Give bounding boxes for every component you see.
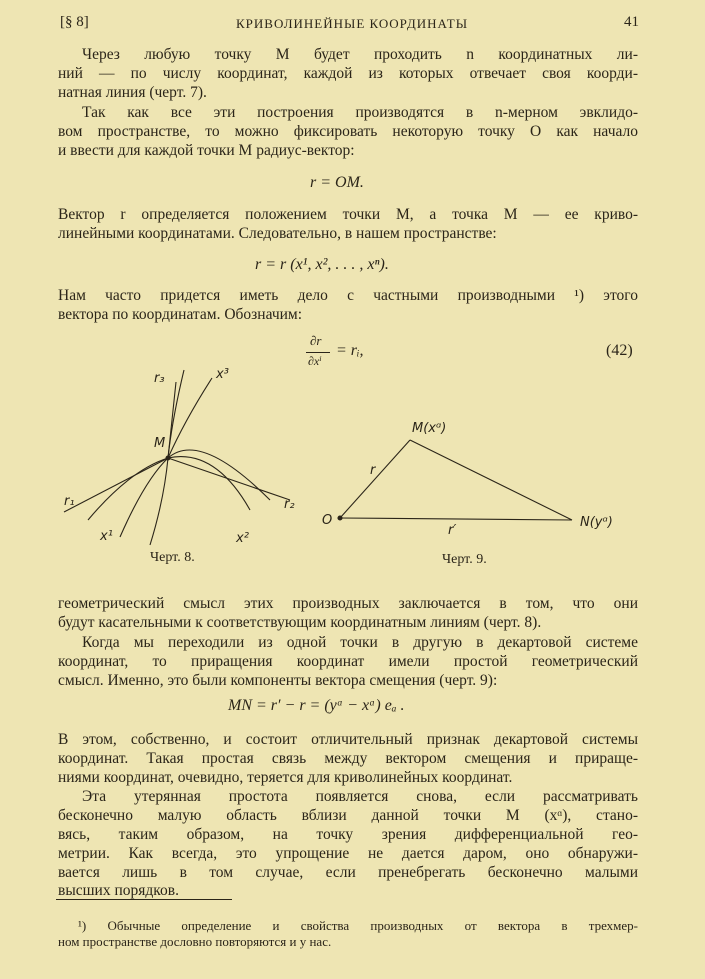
text-line: ний — по числу координат, каждой из которых отвечает своя коорди-: [58, 65, 638, 82]
page-number: 41: [624, 14, 639, 30]
coordinate-line-x1: [120, 450, 270, 537]
curve-line: [168, 378, 212, 458]
formula-displacement: MN = r′ − r = (yᵅ − xᵅ) eₐ .: [228, 697, 405, 714]
text-line: высших порядков.: [58, 882, 179, 899]
text-line: Когда мы переходили из одной точки в другую в декартовой системе: [82, 634, 638, 651]
label-r3: r₃: [154, 371, 165, 386]
footnote-line: ¹) Обычные определение и свойства производных от вектора в трехмер-: [78, 918, 638, 933]
text-line: координат. Такая простая связь между вектором смещения и прираще-: [58, 750, 638, 767]
label-n-y: N(yᵅ): [580, 515, 613, 530]
text-line: смысл. Именно, это были компоненты вектора смещения (черт. 9):: [58, 672, 498, 689]
running-title: КРИВОЛИНЕЙНЫЕ КООРДИНАТЫ: [236, 16, 469, 31]
text-line: вектора по координатам. Обозначим:: [58, 306, 303, 323]
label-o: O: [322, 513, 333, 528]
text-line: ниями координат, очевидно, теряется для криволинейных координат.: [58, 769, 513, 786]
vector-r1: [64, 458, 168, 512]
text-line: координат, то приращения координат имели простой геометрический: [58, 653, 638, 670]
label-x1: x¹: [100, 529, 113, 544]
formula-rhs: = rᵢ,: [336, 342, 364, 359]
label-m-x: M(xᵅ): [412, 421, 447, 436]
figure-9-caption: Черт. 9.: [442, 552, 487, 567]
text-line: бесконечно малую область вблизи данной точки M (xᵅ), стано-: [58, 807, 638, 824]
footnote-line: ном пространстве дословно повторяются и у нас.: [58, 934, 332, 949]
text-line: геометрический смысл этих производных заключается в том, что они: [58, 595, 638, 612]
figure-8-diagram: [64, 370, 290, 545]
label-m: M: [154, 436, 166, 451]
text-line: натная линия (черт. 7).: [58, 84, 207, 101]
formula-r-function: r = r (x¹, x², . . . , xⁿ).: [255, 256, 389, 273]
coordinate-line-x2: [88, 457, 250, 520]
formula-radius-vector: r = OM.: [310, 174, 364, 191]
figure-9-diagram: [338, 440, 572, 520]
text-line: Эта утерянная простота появляется снова, если рассматривать: [82, 788, 638, 805]
label-x3: x³: [216, 367, 229, 382]
vector-r3: [168, 382, 176, 458]
text-line: Вектор r определяется положением точки M, а точка M — ее криво-: [58, 206, 638, 223]
text-line: линейными координатами. Следовательно, в нашем пространстве:: [58, 225, 497, 242]
text-line: будут касательными к соответствующим координатным линиям (черт. 8).: [58, 614, 542, 631]
text-line: и ввести для каждой точки M радиус-вектор:: [58, 142, 355, 159]
text-line: Так как все эти построения производятся в n-мерном эвклидо-: [82, 104, 638, 121]
label-r1: r₁: [64, 494, 75, 509]
vector-r2: [168, 458, 290, 500]
vector-r-prime: [340, 518, 572, 520]
vector-r: [340, 440, 410, 518]
label-r: r: [370, 463, 376, 478]
label-x2: x²: [236, 531, 249, 546]
text-line: Через любую точку M будет проходить n координатных ли-: [82, 46, 638, 63]
label-r-prime: r′: [448, 523, 457, 538]
text-line: вом пространстве, то можно фиксировать некоторую точку O как начало: [58, 123, 638, 140]
label-r2: r₂: [284, 497, 295, 512]
fraction-numerator: ∂r: [310, 333, 322, 348]
fraction-denominator: ∂xⁱ: [308, 354, 322, 368]
vector-mn: [410, 440, 572, 520]
equation-number: (42): [606, 342, 633, 359]
section-number: [§ 8]: [60, 14, 89, 30]
text-line: вается лишь в том случае, если пренебрегать бесконечно малыми: [58, 864, 638, 881]
footnote-divider: [56, 899, 232, 900]
text-line: метрии. Как всегда, это упрощение не дается даром, оно обнаружи-: [58, 845, 638, 862]
text-line: В этом, собственно, и состоит отличительный признак декартовой системы: [58, 731, 638, 748]
text-line: Нам часто придется иметь дело с частными производными ¹) этого: [58, 287, 638, 304]
text-line: вясь, таким образом, на точку зрения дифференциальной гео-: [58, 826, 638, 843]
figure-8-caption: Черт. 8.: [150, 550, 195, 565]
